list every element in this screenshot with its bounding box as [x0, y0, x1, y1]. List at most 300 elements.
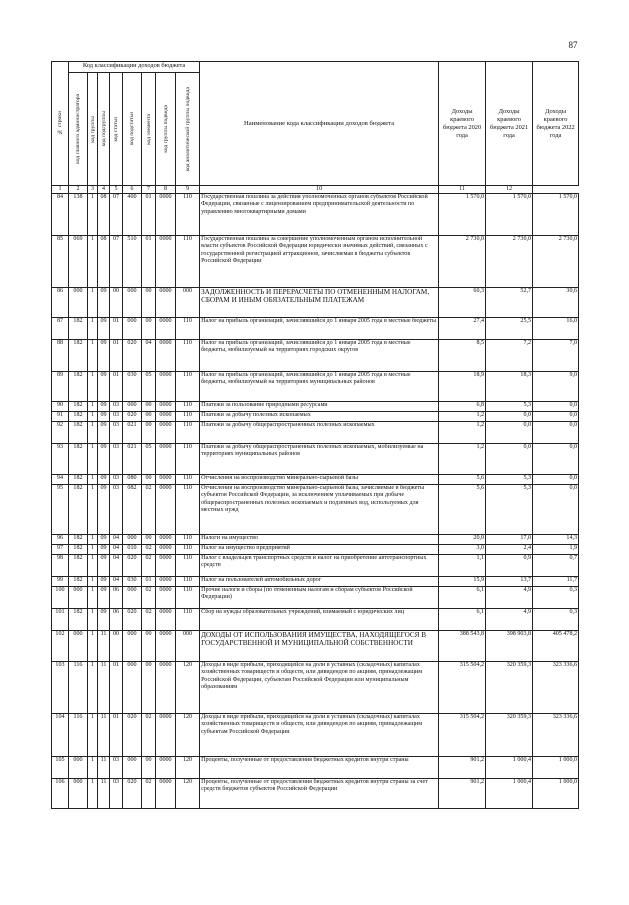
income-2020-value: 1 570,0	[439, 194, 486, 236]
income-name: Налог на пользователей автомобильных дорог	[200, 577, 439, 587]
income-2020-value: 388 543,8	[439, 631, 486, 662]
subgroup-code: 09	[98, 587, 110, 609]
income-name: ЗАДОЛЖЕННОСТЬ И ПЕРЕРАСЧЕТЫ ПО ОТМЕНЕННЫМ НАЛОГАМ, СБОРАМ И ИНЫМ ОБЯЗАТЕЛЬНЫМ ПЛАТЕЖАМ	[200, 288, 439, 318]
row-number: 96	[52, 535, 69, 545]
column-number: 5	[110, 186, 123, 194]
analytic-code: 000	[176, 288, 200, 318]
subgroup-code: 09	[98, 609, 110, 631]
group-code: 1	[88, 662, 98, 714]
subarticle-code: 020	[123, 340, 142, 372]
budget-income-table	[51, 61, 579, 809]
article-code: 06	[110, 609, 123, 631]
subarticle-code: 010	[123, 545, 142, 555]
admin-code: 138	[69, 194, 88, 236]
analytic-code: 120	[176, 714, 200, 757]
subarticle-code: 000	[123, 288, 142, 318]
element-code: 00	[142, 402, 156, 412]
table-row	[52, 779, 579, 809]
table-row	[52, 555, 579, 577]
subtype-group-code: 0000	[156, 587, 176, 609]
income-2022-value: 9,0	[533, 372, 579, 402]
income-2021-value: 7,2	[486, 340, 533, 372]
subtype-group-code: 0000	[156, 475, 176, 485]
row-number: 88	[52, 340, 69, 372]
income-2021-value: 0,0	[486, 412, 533, 422]
row-number: 90	[52, 402, 69, 412]
income-2021-value: 0,0	[486, 422, 533, 444]
admin-code: 069	[69, 236, 88, 288]
table-row	[52, 609, 579, 631]
group-code: 1	[88, 555, 98, 577]
header-row-number: № строки	[52, 62, 69, 186]
column-number: 3	[88, 186, 98, 194]
analytic-code: 110	[176, 577, 200, 587]
group-code: 1	[88, 236, 98, 288]
income-name: Прочие налоги и сборы (по отмененным налогам и сборам субъектов Российской Федерации)	[200, 587, 439, 609]
income-2020-value: 1,2	[439, 444, 486, 475]
column-number: 12	[486, 186, 533, 194]
element-code: 02	[142, 609, 156, 631]
admin-code: 000	[69, 587, 88, 609]
analytic-code: 110	[176, 545, 200, 555]
element-code: 00	[142, 412, 156, 422]
income-name: Доходы в виде прибыли, приходящейся на доли в уставных (складочных) капиталах хозяйственных товариществ и обществ, или дивидендов по акциям, принадлежащим субъектам Российской Федерации	[200, 714, 439, 757]
subtype-group-code: 0000	[156, 779, 176, 809]
subtype-group-code: 0000	[156, 714, 176, 757]
subtype-group-code: 0000	[156, 318, 176, 340]
income-name: Налоги на имущество	[200, 535, 439, 545]
subarticle-code: 020	[123, 609, 142, 631]
group-code: 1	[88, 631, 98, 662]
subtype-group-code: 0000	[156, 372, 176, 402]
income-name: Налог на прибыль организаций, зачислявшийся до 1 января 2005 года в местные бюджеты, мобилизуемый на территориях городских округов	[200, 340, 439, 372]
subtype-group-code: 0000	[156, 631, 176, 662]
income-2020-value: 5,6	[439, 475, 486, 485]
element-code: 05	[142, 372, 156, 402]
analytic-code: 110	[176, 318, 200, 340]
group-code: 1	[88, 475, 98, 485]
header-code-column: код группы подвида	[156, 73, 176, 186]
header-code-column: код статьи	[110, 73, 123, 186]
income-2021-value: 2,4	[486, 545, 533, 555]
article-code: 01	[110, 372, 123, 402]
table-row	[52, 475, 579, 485]
row-number: 94	[52, 475, 69, 485]
row-number: 99	[52, 577, 69, 587]
income-2020-value: 18,9	[439, 372, 486, 402]
element-code: 02	[142, 779, 156, 809]
income-2022-value: 0,0	[533, 485, 579, 535]
subgroup-code: 11	[98, 714, 110, 757]
income-2021-value: 320 359,3	[486, 662, 533, 714]
article-code: 01	[110, 318, 123, 340]
group-code: 1	[88, 318, 98, 340]
group-code: 1	[88, 412, 98, 422]
table-row	[52, 444, 579, 475]
table-row	[52, 412, 579, 422]
income-name: Платежи за добычу общераспространенных полезных ископаемых	[200, 422, 439, 444]
admin-code: 182	[69, 609, 88, 631]
subtype-group-code: 0000	[156, 444, 176, 475]
row-number: 95	[52, 485, 69, 535]
article-code: 07	[110, 194, 123, 236]
row-number: 93	[52, 444, 69, 475]
group-code: 1	[88, 444, 98, 475]
subtype-group-code: 0000	[156, 662, 176, 714]
income-2022-value: 1 000,0	[533, 779, 579, 809]
income-2022-value: 30,6	[533, 288, 579, 318]
subtype-group-code: 0000	[156, 535, 176, 545]
income-2020-value: 20,0	[439, 535, 486, 545]
group-code: 1	[88, 714, 98, 757]
article-code: 03	[110, 485, 123, 535]
subgroup-code: 09	[98, 535, 110, 545]
row-number: 100	[52, 587, 69, 609]
column-number: 7	[142, 186, 156, 194]
analytic-code: 110	[176, 535, 200, 545]
element-code: 00	[142, 422, 156, 444]
row-number: 101	[52, 609, 69, 631]
income-2020-value: 315 504,2	[439, 662, 486, 714]
income-2021-value: 4,9	[486, 609, 533, 631]
subtype-group-code: 0000	[156, 412, 176, 422]
analytic-code: 110	[176, 194, 200, 236]
subtype-group-code: 0000	[156, 555, 176, 577]
analytic-code: 110	[176, 412, 200, 422]
row-number: 92	[52, 422, 69, 444]
subarticle-code: 030	[123, 372, 142, 402]
subgroup-code: 09	[98, 288, 110, 318]
income-2020-value: 901,2	[439, 779, 486, 809]
subgroup-code: 08	[98, 194, 110, 236]
income-name: Платежи за добычу полезных ископаемых	[200, 412, 439, 422]
group-code: 1	[88, 194, 98, 236]
subgroup-code: 09	[98, 475, 110, 485]
group-code: 1	[88, 779, 98, 809]
subgroup-code: 08	[98, 236, 110, 288]
income-2022-value: 11,7	[533, 577, 579, 587]
income-2021-value: 1 000,4	[486, 757, 533, 779]
header-income-2022: Доходы краевого бюджета 2022 года	[533, 62, 579, 186]
row-number: 97	[52, 545, 69, 555]
table-row	[52, 288, 579, 318]
header-classification-group: Код классификации доходов бюджета	[69, 62, 200, 73]
analytic-code: 110	[176, 422, 200, 444]
analytic-code: 110	[176, 587, 200, 609]
subtype-group-code: 0000	[156, 236, 176, 288]
article-code: 01	[110, 662, 123, 714]
income-2021-value: 1 000,4	[486, 779, 533, 809]
income-name: Налог на прибыль организаций, зачислявшийся до 1 января 2005 года в местные бюджеты	[200, 318, 439, 340]
subarticle-code: 030	[123, 577, 142, 587]
group-code: 1	[88, 422, 98, 444]
table-row	[52, 318, 579, 340]
admin-code: 182	[69, 412, 88, 422]
column-number: 4	[98, 186, 110, 194]
subtype-group-code: 0000	[156, 757, 176, 779]
element-code: 00	[142, 535, 156, 545]
income-2020-value: 6,1	[439, 609, 486, 631]
income-2020-value: 60,3	[439, 288, 486, 318]
group-code: 1	[88, 340, 98, 372]
admin-code: 182	[69, 372, 88, 402]
article-code: 01	[110, 714, 123, 757]
group-code: 1	[88, 609, 98, 631]
header-code-column: код группы	[88, 73, 98, 186]
article-code: 03	[110, 779, 123, 809]
table-row	[52, 757, 579, 779]
income-name: Отчисления на воспроизводство минерально-сырьевой базы	[200, 475, 439, 485]
element-code: 00	[142, 475, 156, 485]
income-2020-value: 6,8	[439, 402, 486, 412]
income-2021-value: 52,7	[486, 288, 533, 318]
article-code: 00	[110, 631, 123, 662]
element-code: 00	[142, 631, 156, 662]
subarticle-code: 020	[123, 555, 142, 577]
subarticle-code: 021	[123, 422, 142, 444]
article-code: 04	[110, 577, 123, 587]
subarticle-code: 020	[123, 714, 142, 757]
admin-code: 182	[69, 318, 88, 340]
article-code: 03	[110, 412, 123, 422]
analytic-code: 110	[176, 372, 200, 402]
subarticle-code: 000	[123, 535, 142, 545]
income-name: Платежи за добычу общераспространенных полезных ископаемых, мобилизуемые на территориях муниципальных районов	[200, 444, 439, 475]
article-code: 06	[110, 587, 123, 609]
analytic-code: 110	[176, 475, 200, 485]
income-2021-value: 4,9	[486, 587, 533, 609]
analytic-code: 000	[176, 631, 200, 662]
group-code: 1	[88, 485, 98, 535]
income-2022-value: 7,0	[533, 340, 579, 372]
subgroup-code: 09	[98, 422, 110, 444]
analytic-code: 110	[176, 555, 200, 577]
row-number: 103	[52, 662, 69, 714]
subgroup-code: 11	[98, 757, 110, 779]
row-number: 91	[52, 412, 69, 422]
subtype-group-code: 0000	[156, 402, 176, 412]
article-code: 07	[110, 236, 123, 288]
analytic-code: 120	[176, 779, 200, 809]
subtype-group-code: 0000	[156, 288, 176, 318]
article-code: 03	[110, 475, 123, 485]
group-code: 1	[88, 587, 98, 609]
table-row	[52, 714, 579, 757]
group-code: 1	[88, 757, 98, 779]
income-2022-value: 0,0	[533, 475, 579, 485]
income-2021-value: 13,7	[486, 577, 533, 587]
subarticle-code: 510	[123, 236, 142, 288]
analytic-code: 110	[176, 485, 200, 535]
element-code: 01	[142, 194, 156, 236]
admin-code: 116	[69, 714, 88, 757]
admin-code: 182	[69, 422, 88, 444]
subtype-group-code: 0000	[156, 194, 176, 236]
analytic-code: 110	[176, 609, 200, 631]
article-code: 04	[110, 555, 123, 577]
header-income-2021: Доходы краевого бюджета 2021 года	[486, 62, 533, 186]
subarticle-code: 021	[123, 444, 142, 475]
analytic-code: 110	[176, 444, 200, 475]
income-name: Государственная пошлина за совершение уполномоченным органом исполнительной власти субъектов Российской Федерации юридически значимых действий, связанных с государственной регистрацией аттракционов, зачисляемая в бюджеты субъектов Российской Федерации	[200, 236, 439, 288]
subtype-group-code: 0000	[156, 340, 176, 372]
subarticle-code: 000	[123, 587, 142, 609]
analytic-code: 110	[176, 340, 200, 372]
article-code: 03	[110, 422, 123, 444]
table-row	[52, 340, 579, 372]
element-code: 00	[142, 318, 156, 340]
group-code: 1	[88, 288, 98, 318]
income-2022-value: 0,0	[533, 402, 579, 412]
subarticle-code: 000	[123, 318, 142, 340]
subgroup-code: 09	[98, 485, 110, 535]
analytic-code: 120	[176, 757, 200, 779]
element-code: 00	[142, 662, 156, 714]
admin-code: 000	[69, 288, 88, 318]
income-2020-value: 27,4	[439, 318, 486, 340]
table-row	[52, 577, 579, 587]
subgroup-code: 09	[98, 402, 110, 412]
article-code: 00	[110, 288, 123, 318]
income-2020-value: 315 504,2	[439, 714, 486, 757]
subtype-group-code: 0000	[156, 609, 176, 631]
subarticle-code: 020	[123, 779, 142, 809]
subarticle-code: 000	[123, 757, 142, 779]
admin-code: 116	[69, 662, 88, 714]
subgroup-code: 09	[98, 555, 110, 577]
income-name: Отчисления на воспроизводство минерально-сырьевой базы, зачисляемые в бюджеты субъектов Российской Федерации, за исключением уплачиваемых при добыче общераспространенных полезных ископаемых и подземных вод, используемых для местных нужд	[200, 485, 439, 535]
group-code: 1	[88, 535, 98, 545]
table-row	[52, 402, 579, 412]
article-code: 03	[110, 402, 123, 412]
income-2020-value: 8,5	[439, 340, 486, 372]
group-code: 1	[88, 545, 98, 555]
column-number: 9	[176, 186, 200, 194]
analytic-code: 120	[176, 662, 200, 714]
column-number: 2	[69, 186, 88, 194]
subgroup-code: 09	[98, 545, 110, 555]
article-code: 03	[110, 444, 123, 475]
table-row	[52, 662, 579, 714]
income-name: Проценты, полученные от предоставления бюджетных кредитов внутри страны	[200, 757, 439, 779]
subtype-group-code: 0000	[156, 422, 176, 444]
row-number: 102	[52, 631, 69, 662]
income-2020-value: 901,2	[439, 757, 486, 779]
income-2022-value: 1,9	[533, 545, 579, 555]
income-2021-value: 0,0	[486, 444, 533, 475]
income-name: Платежи за пользование природными ресурсами	[200, 402, 439, 412]
group-code: 1	[88, 372, 98, 402]
income-2022-value: 1 570,0	[533, 194, 579, 236]
group-code: 1	[88, 402, 98, 412]
admin-code: 182	[69, 577, 88, 587]
income-2021-value: 320 359,3	[486, 714, 533, 757]
income-name: ДОХОДЫ ОТ ИСПОЛЬЗОВАНИЯ ИМУЩЕСТВА, НАХОДЯЩЕГОСЯ В ГОСУДАРСТВЕННОЙ И МУНИЦИПАЛЬНОЙ СОБСТВЕННОСТИ	[200, 631, 439, 662]
income-2020-value: 1,1	[439, 555, 486, 577]
admin-code: 182	[69, 535, 88, 545]
subtype-group-code: 0000	[156, 545, 176, 555]
income-2021-value: 18,3	[486, 372, 533, 402]
table-row	[52, 587, 579, 609]
analytic-code: 110	[176, 236, 200, 288]
element-code: 00	[142, 288, 156, 318]
income-2021-value: 25,5	[486, 318, 533, 340]
table-row	[52, 535, 579, 545]
admin-code: 182	[69, 485, 88, 535]
element-code: 02	[142, 587, 156, 609]
row-number: 105	[52, 757, 69, 779]
subgroup-code: 11	[98, 662, 110, 714]
row-number: 86	[52, 288, 69, 318]
header-income-2020: Доходы краевого бюджета 2020 года	[439, 62, 486, 186]
income-2021-value: 5,3	[486, 475, 533, 485]
income-2022-value: 323 336,6	[533, 662, 579, 714]
subarticle-code: 000	[123, 662, 142, 714]
income-2022-value: 0,7	[533, 555, 579, 577]
header-code-column: код главного администратора	[69, 73, 88, 186]
subgroup-code: 09	[98, 372, 110, 402]
table-row	[52, 485, 579, 535]
subgroup-code: 11	[98, 631, 110, 662]
row-number: 98	[52, 555, 69, 577]
subarticle-code: 400	[123, 194, 142, 236]
admin-code: 182	[69, 402, 88, 412]
subgroup-code: 11	[98, 779, 110, 809]
income-2021-value: 17,0	[486, 535, 533, 545]
table-row	[52, 194, 579, 236]
income-2022-value: 0,3	[533, 609, 579, 631]
column-number: 11	[439, 186, 486, 194]
income-2020-value: 2 730,0	[439, 236, 486, 288]
income-2021-value: 1 570,0	[486, 194, 533, 236]
subtype-group-code: 0000	[156, 577, 176, 587]
column-number: 10	[200, 186, 439, 194]
admin-code: 000	[69, 779, 88, 809]
table-row	[52, 422, 579, 444]
income-2020-value: 6,1	[439, 587, 486, 609]
admin-code: 182	[69, 555, 88, 577]
income-2021-value: 5,3	[486, 402, 533, 412]
income-name: Проценты, полученные от предоставления бюджетных кредитов внутри страны за счет средств бюджетов субъектов Российской Федерации	[200, 779, 439, 809]
article-code: 01	[110, 340, 123, 372]
column-number: 1	[52, 186, 69, 194]
income-2022-value: 1 000,0	[533, 757, 579, 779]
admin-code: 000	[69, 631, 88, 662]
income-2022-value: 0,0	[533, 422, 579, 444]
subarticle-code: 000	[123, 631, 142, 662]
admin-code: 000	[69, 757, 88, 779]
element-code: 02	[142, 714, 156, 757]
income-2022-value: 0,0	[533, 412, 579, 422]
element-code: 01	[142, 577, 156, 587]
header-name: Наименование кода классификации доходов бюджета	[200, 62, 439, 186]
element-code: 02	[142, 555, 156, 577]
income-name: Налог на прибыль организаций, зачислявшийся до 1 января 2005 года в местные бюджеты, мобилизуемый на территориях муниципальных районов	[200, 372, 439, 402]
subarticle-code: 000	[123, 402, 142, 412]
income-2022-value: 2 730,0	[533, 236, 579, 288]
article-code: 03	[110, 757, 123, 779]
income-2022-value: 14,3	[533, 535, 579, 545]
header-code-column: код аналитической группы подвида	[176, 73, 200, 186]
subarticle-code: 020	[123, 412, 142, 422]
row-number: 89	[52, 372, 69, 402]
subarticle-code: 080	[123, 475, 142, 485]
article-code: 04	[110, 545, 123, 555]
income-name: Доходы в виде прибыли, приходящейся на доли в уставных (складочных) капиталах хозяйственных товариществ и обществ, или дивидендов по акциям, принадлежащим Российской Федерации, субъектам Российской Федерации или муниципальным образованиям	[200, 662, 439, 714]
element-code: 04	[142, 340, 156, 372]
element-code: 02	[142, 545, 156, 555]
page-number: 87	[568, 40, 578, 50]
